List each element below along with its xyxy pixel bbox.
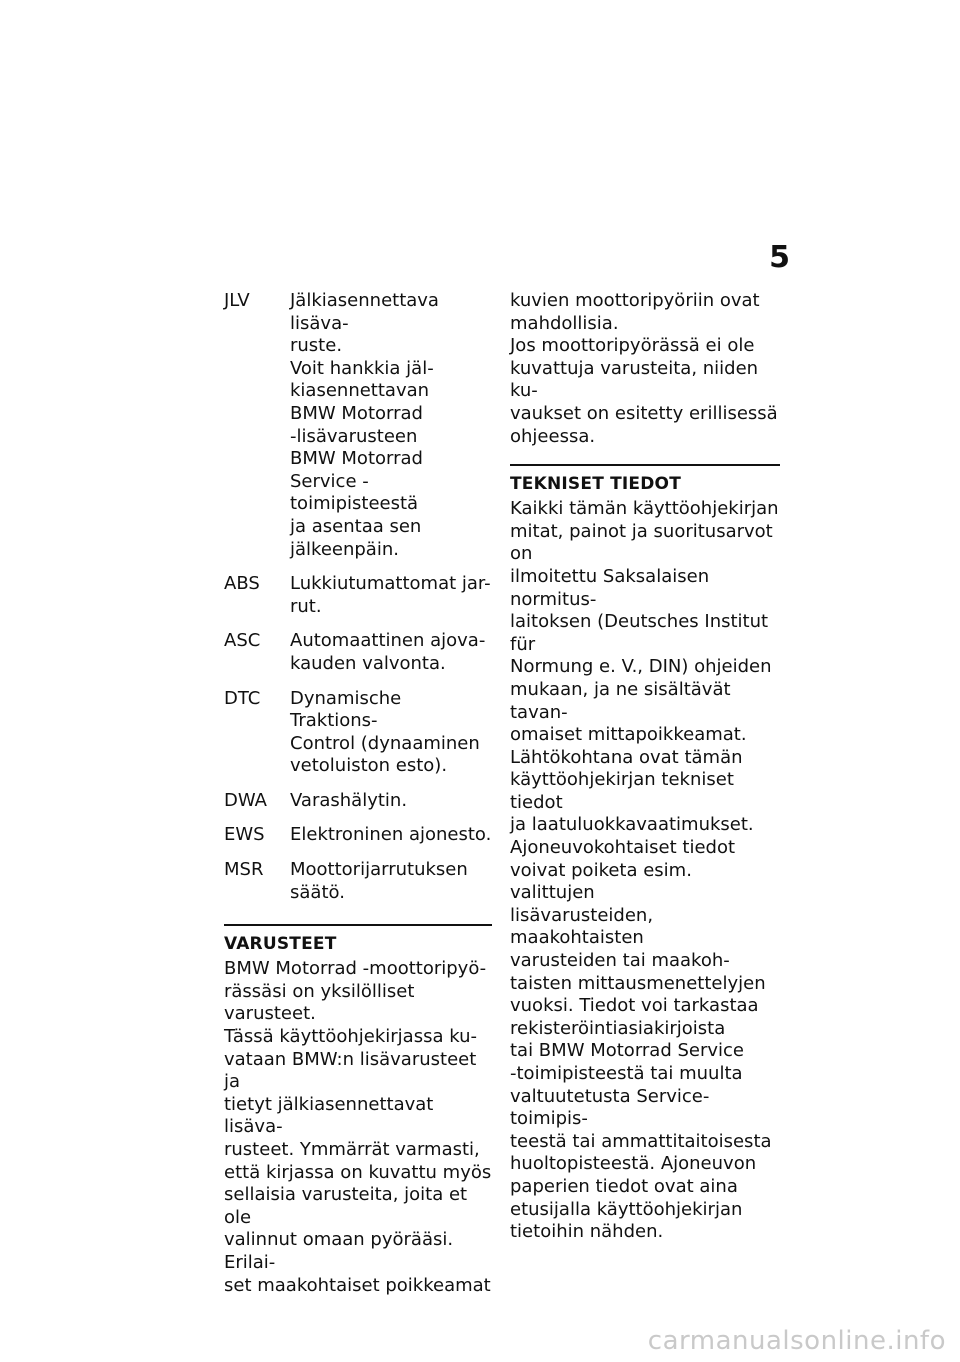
abbreviation-row <box>224 688 492 778</box>
abbreviation-definition <box>290 859 492 904</box>
text-line: Normung e. V., DIN) ohjeiden <box>510 656 772 678</box>
text-line: tai BMW Motorrad Service <box>510 1040 745 1062</box>
section-divider <box>224 924 492 926</box>
abbreviation-row <box>224 290 492 561</box>
text-line: paperien tiedot ovat aina <box>510 1175 738 1197</box>
text-line: ruste. <box>290 335 343 357</box>
text-line: Jälkiasennettava lisäva- <box>290 290 439 334</box>
text-line: laitoksen (Deutsches Institut für <box>510 611 769 655</box>
text-line: varusteiden tai maakoh- <box>510 950 730 972</box>
text-line: tietyt jälkiasennettavat lisäva- <box>224 1093 434 1138</box>
abbreviation-key: MSR <box>224 859 264 881</box>
abbreviation-key: JLV <box>224 290 250 311</box>
text-line: BMW Motorrad -moottoripyö- <box>224 958 487 980</box>
abbreviation-definition <box>290 290 492 561</box>
text-line: Varashälytin. <box>290 789 408 811</box>
text-line: Service -toimipisteestä <box>290 470 419 515</box>
text-line: Tässä käyttöohjekirjassa ku- <box>224 1026 477 1048</box>
abbreviation-key: DTC <box>224 687 261 709</box>
abbreviation-definition <box>290 790 492 813</box>
left-column <box>224 290 492 1297</box>
text-line: huoltopisteestä. Ajoneuvon <box>510 1153 757 1175</box>
text-line: Control (dynaaminen <box>290 732 480 754</box>
abbreviation-key: EWS <box>224 824 265 846</box>
text-line: voivat poiketa esim. valittujen <box>510 859 692 904</box>
abbreviation-key: ABS <box>224 573 260 595</box>
abbreviation-row <box>224 573 492 618</box>
text-line: ohjeessa. <box>510 425 596 447</box>
right-column <box>510 290 780 1244</box>
abbreviation-key: DWA <box>224 789 267 811</box>
text-line: set maakohtaiset poikkeamat <box>224 1274 491 1296</box>
text-line: lisävarusteiden, maakohtaisten <box>510 904 654 949</box>
text-line: rässäsi on yksilölliset varusteet. <box>224 980 415 1025</box>
text-line: Lähtökohtana ovat tämän <box>510 746 743 768</box>
text-line: ja laatuluokkavaatimukset. <box>510 814 754 836</box>
text-line: Voit hankkia jäl- <box>290 357 434 379</box>
text-line: kuvien moottoripyöriin ovat <box>510 290 760 311</box>
text-line: Ajoneuvokohtaiset tiedot <box>510 837 736 859</box>
text-line: vaukset on esitetty erillisessä <box>510 402 778 424</box>
abbreviation-row <box>224 790 492 813</box>
text-line: mitat, painot ja suoritusarvot on <box>510 520 773 565</box>
text-line: -lisävarusteen <box>290 425 418 447</box>
tekniset-paragraph <box>510 498 780 1244</box>
text-line: BMW Motorrad <box>290 448 423 470</box>
text-line: kuvattuja varusteita, niiden ku- <box>510 357 759 402</box>
text-line: vetoluiston esto). <box>290 755 448 777</box>
section-varusteet <box>224 924 492 1297</box>
abbreviation-definition <box>290 688 492 778</box>
text-line: teestä tai ammattitaitoisesta <box>510 1130 772 1152</box>
abbreviation-definition <box>290 573 492 618</box>
text-line: vataan BMW:n lisävarusteet ja <box>224 1048 477 1093</box>
text-line: omaiset mittapoikkeamat. <box>510 724 747 746</box>
text-line: taisten mittausmenettelyjen <box>510 972 766 994</box>
watermark: carmanualsonline.info <box>647 1326 946 1356</box>
text-line: rekisteröintiasiakirjoista <box>510 1017 726 1039</box>
text-line: kauden valvonta. <box>290 652 446 674</box>
text-line: BMW Motorrad <box>290 402 423 424</box>
abbreviation-definition <box>290 630 492 675</box>
text-line: rusteet. Ymmärrät varmasti, <box>224 1139 480 1160</box>
abbreviation-row <box>224 824 492 847</box>
text-line: säätö. <box>290 881 345 903</box>
text-line: rut. <box>290 595 322 617</box>
text-line: ilmoitettu Saksalaisen normitus- <box>510 565 710 610</box>
text-line: Moottorijarrutuksen <box>290 859 468 881</box>
text-line: ja asentaa sen <box>290 515 422 537</box>
section-tekniset <box>510 464 780 1244</box>
text-line: käyttöohjekirjan tekniset tiedot <box>510 769 734 813</box>
text-line: Jos moottoripyörässä ei ole <box>510 335 755 357</box>
text-line: Kaikki tämän käyttöohjekirjan <box>510 498 779 520</box>
text-line: vuoksi. Tiedot voi tarkastaa <box>510 995 759 1017</box>
text-line: jälkeenpäin. <box>290 538 399 560</box>
page-number: 5 <box>769 240 790 275</box>
abbreviation-list <box>224 290 492 904</box>
text-line: Automaattinen ajova- <box>290 630 486 652</box>
abbreviation-row <box>224 859 492 904</box>
text-line: kiasennettavan <box>290 380 430 402</box>
intro-paragraph <box>510 290 780 448</box>
text-line: että kirjassa on kuvattu myös <box>224 1161 492 1183</box>
varusteet-paragraph <box>224 958 492 1297</box>
abbreviation-definition <box>290 824 492 847</box>
text-line: valinnut omaan pyörääsi. Erilai- <box>224 1229 454 1273</box>
abbreviation-row <box>224 630 492 675</box>
text-line: Lukkiutumattomat jar- <box>290 573 491 595</box>
section-heading: VARUSTEET <box>224 934 337 955</box>
text-line: mukaan, ja ne sisältävät tavan- <box>510 678 731 723</box>
text-line: sellaisia varusteita, joita et ole <box>224 1184 468 1228</box>
section-divider <box>510 464 780 466</box>
text-line: tietoihin nähden. <box>510 1221 664 1243</box>
text-line: mahdollisia. <box>510 312 619 334</box>
abbreviation-key: ASC <box>224 630 261 652</box>
section-heading: TEKNISET TIEDOT <box>510 474 681 495</box>
text-line: Elektroninen ajonesto. <box>290 824 492 846</box>
text-line: etusijalla käyttöohjekirjan <box>510 1198 743 1220</box>
text-line: -toimipisteestä tai muulta <box>510 1063 743 1084</box>
text-line: valtuutetusta Service-toimipis- <box>510 1085 710 1130</box>
text-line: Dynamische Traktions- <box>290 687 402 732</box>
